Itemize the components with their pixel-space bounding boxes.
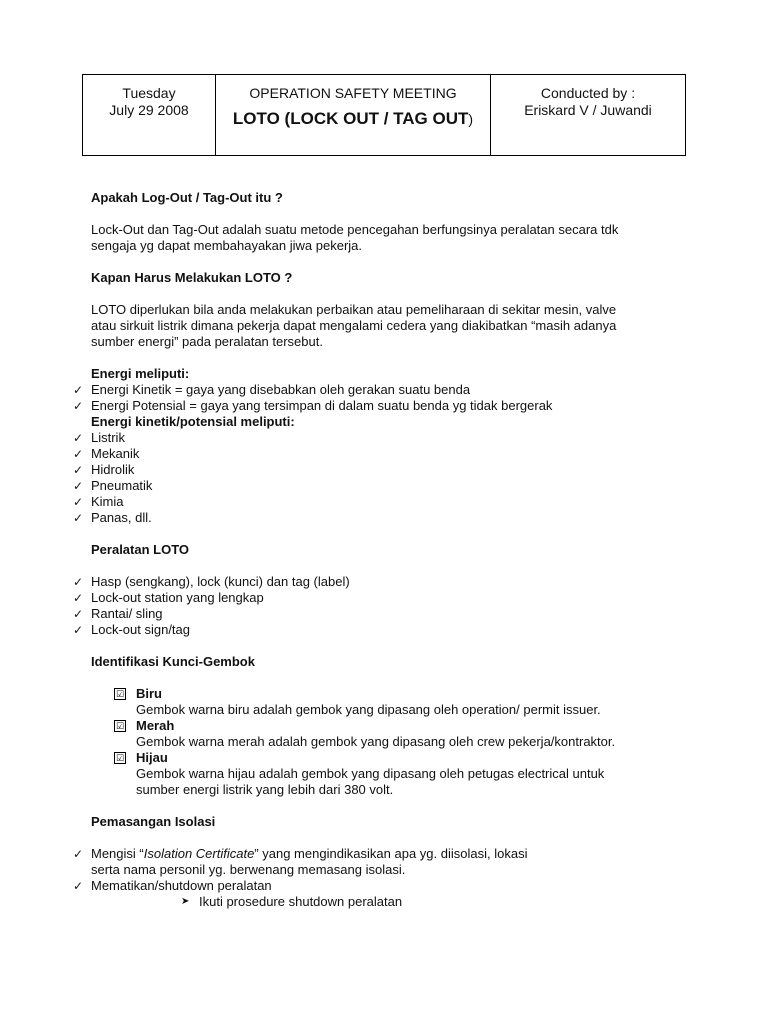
document-body xyxy=(73,190,691,910)
lock-color-desc: Gembok warna merah adalah gembok yang dipasang oleh crew pekerja/kontraktor. xyxy=(136,734,616,749)
isolation-list xyxy=(73,846,691,894)
check-icon: ✓ xyxy=(73,495,84,509)
lock-color-name: Hijau xyxy=(136,750,168,765)
day-text: Tuesday xyxy=(122,85,176,101)
conducted-names: Eriskard V / Juwandi xyxy=(524,102,652,118)
paragraph-line: LOTO diperlukan bila anda melakukan perbaikan atau pemeliharaan di sekitar mesin, valve xyxy=(91,302,617,317)
title-cell xyxy=(216,75,491,155)
list-item: ✓ Mengisi “Isolation Certificate” yang mengindikasikan apa yg. diisolasi, lokasi xyxy=(73,846,528,861)
section-heading: Energi meliputi: xyxy=(91,366,190,381)
checkbox-icon: ☑ xyxy=(115,753,125,763)
date-cell xyxy=(83,75,216,155)
conducted-label: Conducted by : xyxy=(540,85,636,101)
check-icon: ✓ xyxy=(73,463,84,477)
section-heading: Apakah Log-Out / Tag-Out itu ? xyxy=(91,190,283,205)
list-item: ✓ Listrik xyxy=(73,430,125,445)
section-heading: Energi kinetik/potensial meliputi: xyxy=(91,414,295,429)
topic-title xyxy=(216,109,490,129)
header-table xyxy=(82,74,686,156)
checkbox-icon: ☑ xyxy=(115,721,125,731)
check-icon: ✓ xyxy=(73,575,84,589)
lock-color-desc: sumber energi listrik yang lebih dari 380 volt. xyxy=(136,782,394,797)
date-text: July 29 2008 xyxy=(109,102,189,118)
list-item: ✓ Kimia xyxy=(73,494,124,509)
isolation-certificate-term: Isolation Certificate xyxy=(143,846,255,861)
lock-color-name: Biru xyxy=(136,686,162,701)
list-item: ✓ Mematikan/shutdown peralatan xyxy=(73,878,272,893)
paragraph-line: atau sirkuit listrik dimana pekerja dapat mengalami cedera yang diakibatkan “masih adanya xyxy=(91,318,617,333)
check-icon: ✓ xyxy=(73,511,84,525)
list-item-continued: serta nama personil yg. berwenang memasang isolasi. xyxy=(91,862,406,877)
checkbox-icon: ☑ xyxy=(115,689,125,699)
equipment-list xyxy=(73,574,691,638)
list-item: ✓ Panas, dll. xyxy=(73,510,152,525)
lock-color-name: Merah xyxy=(136,718,175,733)
paragraph-line: sumber energi” pada peralatan tersebut. xyxy=(91,334,323,349)
lock-color-desc: Gembok warna biru adalah gembok yang dipasang oleh operation/ permit issuer. xyxy=(136,702,601,717)
sub-list-item: ➤ Ikuti prosedure shutdown peralatan xyxy=(181,894,403,909)
check-icon: ✓ xyxy=(73,479,84,493)
paragraph-line: Lock-Out dan Tag-Out adalah suatu metode pencegahan berfungsinya peralatan secara tdk xyxy=(91,222,619,237)
topic-main: LOTO (LOCK OUT / TAG OUT xyxy=(232,109,469,128)
check-icon: ✓ xyxy=(73,847,84,861)
list-item: ✓ Energi Kinetik = gaya yang disebabkan oleh gerakan suatu benda xyxy=(73,382,471,397)
lock-color-item xyxy=(91,750,691,798)
conducted-cell xyxy=(491,75,685,155)
topic-close: ) xyxy=(468,111,474,127)
check-icon: ✓ xyxy=(73,623,84,637)
list-item: ✓ Lock-out station yang lengkap xyxy=(73,590,264,605)
energy-list xyxy=(73,382,691,414)
lock-color-item xyxy=(91,718,691,750)
section-heading: Peralatan LOTO xyxy=(91,542,190,557)
list-item: ✓ Hasp (sengkang), lock (kunci) dan tag (label) xyxy=(73,574,350,589)
check-icon: ✓ xyxy=(73,447,84,461)
meeting-title: OPERATION SAFETY MEETING xyxy=(249,85,457,101)
energy-types-list xyxy=(73,430,691,526)
paragraph-line: sengaja yg dapat membahayakan jiwa pekerja. xyxy=(91,238,363,253)
check-icon: ✓ xyxy=(73,399,84,413)
lock-color-desc: Gembok warna hijau adalah gembok yang dipasang oleh petugas electrical untuk xyxy=(136,766,605,781)
list-item: ✓ Pneumatik xyxy=(73,478,153,493)
list-item: ✓ Lock-out sign/tag xyxy=(73,622,191,637)
section-heading: Pemasangan Isolasi xyxy=(91,814,216,829)
list-item: ✓ Energi Potensial = gaya yang tersimpan di dalam suatu benda yg tidak bergerak xyxy=(73,398,553,413)
lock-color-item xyxy=(91,686,691,718)
section-heading: Kapan Harus Melakukan LOTO ? xyxy=(91,270,293,285)
list-item: ✓ Rantai/ sling xyxy=(73,606,163,621)
section-heading: Identifikasi Kunci-Gembok xyxy=(91,654,255,669)
arrow-bullet-icon: ➤ xyxy=(181,896,190,907)
list-item: ✓ Mekanik xyxy=(73,446,140,461)
check-icon: ✓ xyxy=(73,591,84,605)
check-icon: ✓ xyxy=(73,879,84,893)
check-icon: ✓ xyxy=(73,607,84,621)
check-icon: ✓ xyxy=(73,383,84,397)
list-item: ✓ Hidrolik xyxy=(73,462,135,477)
check-icon: ✓ xyxy=(73,431,84,445)
